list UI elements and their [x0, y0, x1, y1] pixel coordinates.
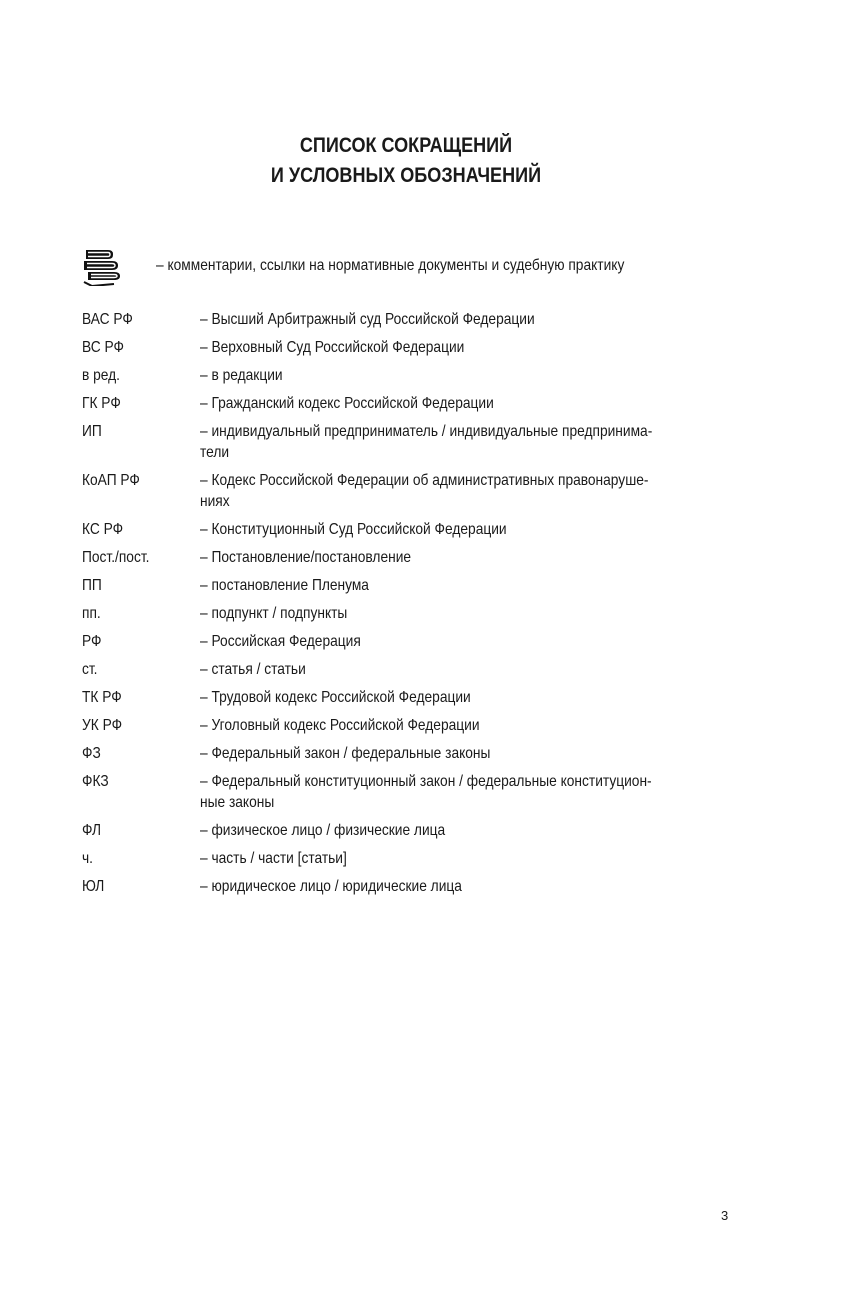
abbreviation-row	[82, 771, 762, 820]
abbreviation-term: КоАП РФ	[82, 472, 140, 489]
abbreviation-row	[82, 337, 762, 365]
definition-line-1: – Высший Арбитражный суд Российской Федерации	[200, 311, 535, 328]
definition-line-1: – индивидуальный предприниматель / индивидуальные предпринима-	[200, 423, 653, 440]
definition-line-2: ные законы	[200, 794, 275, 811]
abbreviation-term: УК РФ	[82, 717, 123, 734]
abbreviation-definition	[200, 771, 735, 813]
abbreviation-row	[82, 519, 762, 547]
page-title-line-1: СПИСОК СОКРАЩЕНИЙ	[299, 134, 513, 157]
abbreviation-definition	[200, 876, 735, 897]
definition-line-1: – Конституционный Суд Российской Федерации	[200, 521, 507, 538]
definition-line-1: – статья / статьи	[200, 661, 306, 678]
abbreviation-definition	[200, 365, 735, 386]
definition-line-1: – в редакции	[200, 367, 283, 384]
abbreviation-term: ВАС РФ	[82, 311, 133, 328]
definition-line-2: тели	[200, 444, 230, 461]
definition-line-1: – постановление Пленума	[200, 577, 369, 594]
page-number: 3	[721, 1208, 729, 1223]
abbreviation-term: ЮЛ	[82, 878, 105, 895]
abbreviation-row	[82, 393, 762, 421]
abbreviation-row	[82, 820, 762, 848]
abbreviation-definition	[200, 421, 735, 463]
abbreviation-row	[82, 603, 762, 631]
legend-row	[82, 246, 762, 290]
abbreviation-definition	[200, 519, 735, 540]
abbreviation-row	[82, 547, 762, 575]
abbreviation-definition	[200, 337, 735, 358]
legend-text: – комментарии, ссылки на нормативные документы и судебную практику	[156, 257, 625, 274]
definition-line-1: – юридическое лицо / юридические лица	[200, 878, 462, 895]
definition-line-2: ниях	[200, 493, 230, 510]
abbreviation-term: ПП	[82, 577, 102, 594]
abbreviation-term: ФКЗ	[82, 773, 109, 790]
abbreviation-definition	[200, 575, 735, 596]
abbreviation-definition	[200, 743, 735, 764]
definition-line-1: – Верховный Суд Российской Федерации	[200, 339, 465, 356]
abbreviation-term: в ред.	[82, 367, 120, 384]
definition-line-1: – Федеральный закон / федеральные законы	[200, 745, 491, 762]
abbreviation-row	[82, 848, 762, 876]
abbreviation-term: ВС РФ	[82, 339, 124, 356]
page-title-line-2: И УСЛОВНЫХ ОБОЗНАЧЕНИЙ	[270, 164, 542, 187]
abbreviation-row	[82, 659, 762, 687]
definition-line-1: – Кодекс Российской Федерации об административных правонаруше-	[200, 472, 649, 489]
abbreviation-term: ч.	[82, 850, 93, 867]
abbreviation-term: ИП	[82, 423, 102, 440]
abbreviation-term: ФЛ	[82, 822, 102, 839]
definition-line-1: – Трудовой кодекс Российской Федерации	[200, 689, 471, 706]
abbreviation-row	[82, 365, 762, 393]
abbreviation-definition	[200, 715, 735, 736]
abbreviation-definition	[200, 393, 735, 414]
abbreviation-definition	[200, 848, 735, 869]
definition-line-1: – физическое лицо / физические лица	[200, 822, 446, 839]
abbreviation-definition	[200, 603, 735, 624]
abbreviation-row	[82, 715, 762, 743]
abbreviation-list	[82, 309, 762, 904]
abbreviation-definition	[200, 659, 735, 680]
abbreviation-term: РФ	[82, 633, 102, 650]
page-title	[57, 131, 755, 191]
abbreviation-row	[82, 876, 762, 904]
definition-line-1: – Постановление/постановление	[200, 549, 412, 566]
abbreviation-term: ГК РФ	[82, 395, 121, 412]
abbreviation-term: КС РФ	[82, 521, 124, 538]
abbreviation-definition	[200, 470, 735, 512]
abbreviation-term: ФЗ	[82, 745, 101, 762]
definition-line-1: – Уголовный кодекс Российской Федерации	[200, 717, 480, 734]
abbreviation-definition	[200, 631, 735, 652]
abbreviation-definition	[200, 309, 735, 330]
abbreviation-row	[82, 309, 762, 337]
abbreviation-row	[82, 743, 762, 771]
definition-line-1: – часть / части [статьи]	[200, 850, 347, 867]
definition-line-1: – Российская Федерация	[200, 633, 361, 650]
abbreviation-definition	[200, 547, 735, 568]
abbreviation-term: ст.	[82, 661, 98, 678]
abbreviation-row	[82, 470, 762, 519]
definition-line-1: – Федеральный конституционный закон / федеральные конституцион-	[200, 773, 652, 790]
abbreviation-definition	[200, 687, 735, 708]
books-icon	[82, 246, 122, 286]
definition-line-1: – подпункт / подпункты	[200, 605, 348, 622]
abbreviation-row	[82, 631, 762, 659]
abbreviation-term: Пост./пост.	[82, 549, 150, 566]
abbreviation-row	[82, 575, 762, 603]
abbreviation-term: ТК РФ	[82, 689, 122, 706]
abbreviation-row	[82, 687, 762, 715]
definition-line-1: – Гражданский кодекс Российской Федерации	[200, 395, 494, 412]
abbreviation-term: пп.	[82, 605, 101, 622]
abbreviation-definition	[200, 820, 735, 841]
abbreviation-row	[82, 421, 762, 470]
